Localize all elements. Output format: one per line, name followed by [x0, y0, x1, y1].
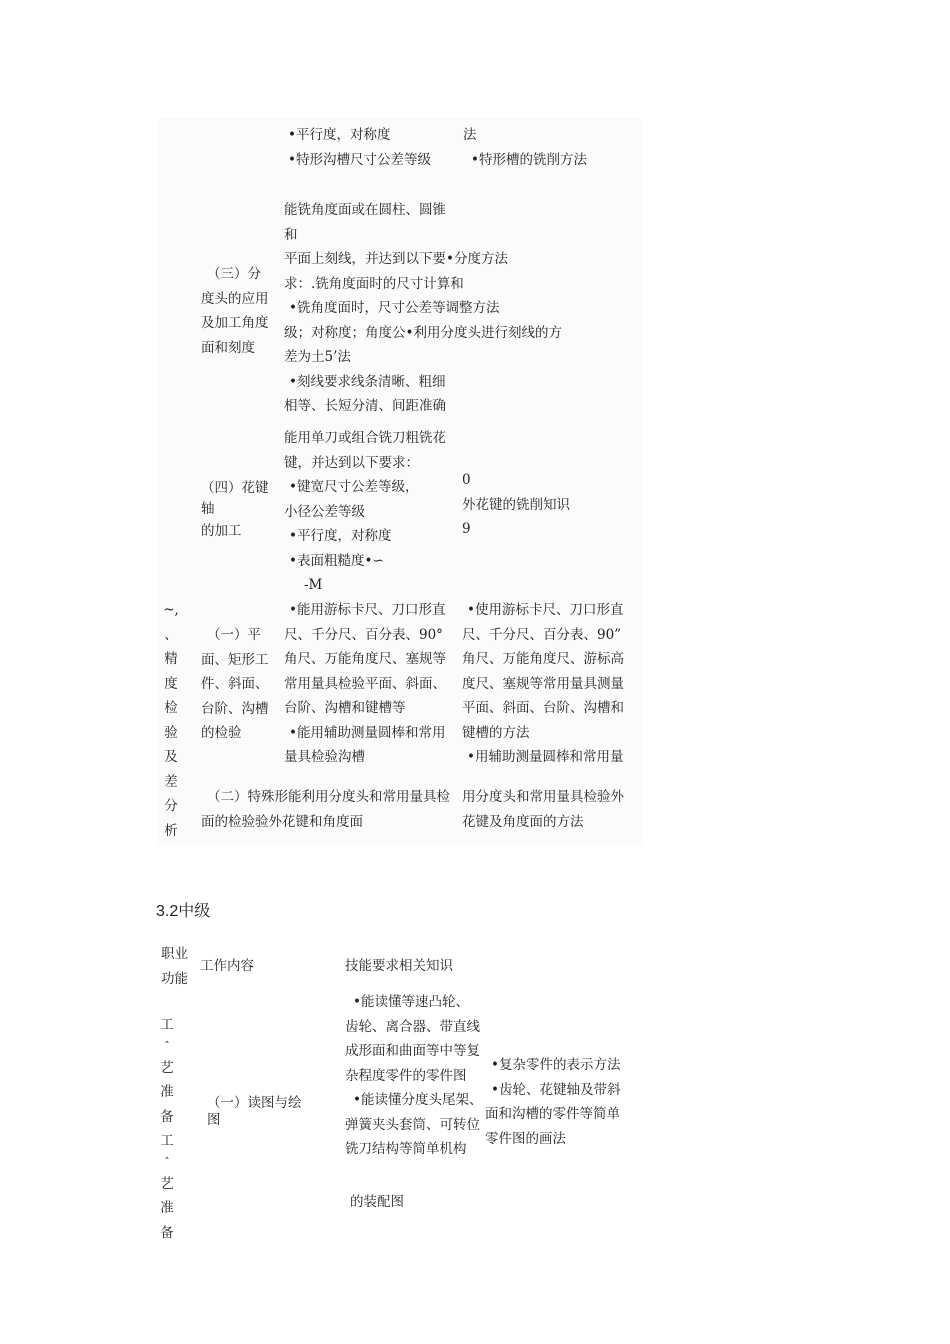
table2-row1-skill-tail: 的装配图: [350, 1194, 404, 1210]
angle-content-cell: [201, 262, 269, 360]
text-line: （一）读图与绘: [207, 1095, 302, 1111]
top-skill-cell: [288, 123, 431, 172]
text-line: 件、斜面、: [201, 676, 269, 692]
text-line: 花键及角度面的方法: [462, 813, 584, 830]
text-line: 及: [164, 749, 178, 765]
text-line: 平面、斜面、台阶、沟槽和: [462, 700, 624, 716]
table2-header-skill-knowledge: 技能要求相关知识: [345, 958, 453, 974]
text-line: •能读懂等速凸轮、: [353, 994, 469, 1010]
text-line: •用辅助测量圆棒和常用量: [467, 749, 624, 765]
text-line: 析: [164, 822, 178, 839]
text-line: 的加工: [201, 523, 242, 539]
text-line: 度头的应用: [201, 290, 269, 307]
text-line: ˆ: [164, 1155, 170, 1169]
text-line: •平行度，对称度: [288, 127, 391, 143]
table2-row1-content-cell: [207, 1095, 302, 1129]
text-line: •表面粗糙度•∽: [289, 552, 384, 569]
text-line: 尺、千分尺、百分表、90°: [284, 626, 443, 643]
text-line: 备: [160, 1108, 174, 1125]
text-line: 能用单刀或组合铣刀粗铣花: [284, 430, 446, 446]
table2-header-content: 工作内容: [200, 958, 254, 974]
inspection-row1-skill-cell: [284, 598, 446, 770]
text-line: 尺、千分尺、百分表、90”: [462, 626, 622, 643]
inspection-function-cell: [161, 598, 181, 843]
text-line: 小径公差等级: [284, 503, 365, 520]
text-line: 度: [164, 675, 178, 692]
text-line: 能铣角度面或在圆柱、圆锥: [284, 202, 446, 218]
text-line: 精: [164, 651, 178, 667]
text-line: 常用量具检验平面、斜面、: [284, 675, 446, 692]
inspection-row1-knowledge-cell: [462, 598, 624, 770]
text-line: 0: [462, 472, 471, 488]
text-line: •刻线要求线条清晰、粗细: [289, 373, 446, 390]
text-line: 9: [462, 521, 471, 537]
text-line: 面和沟槽的零件等简单: [485, 1106, 620, 1122]
text-line: 量具检验沟槽: [284, 749, 365, 765]
text-line: 键槽的方法: [462, 724, 530, 741]
text-line: -M: [304, 577, 323, 593]
text-line: 准: [160, 1200, 174, 1216]
text-line: 台阶、沟槽和键槽等: [284, 700, 406, 716]
text-line: 差为土5’法: [284, 349, 351, 365]
text-line: 角尺、万能角度尺、塞规等: [284, 651, 446, 667]
text-line: 、: [164, 626, 178, 643]
text-line: 齿轮、离合器、带直线: [345, 1018, 480, 1035]
text-line: 职业: [161, 946, 188, 962]
text-line: 工: [160, 1133, 174, 1149]
text-line: •特形槽的铣削方法: [471, 151, 587, 168]
text-line: •特形沟槽尺寸公差等级: [288, 151, 431, 168]
text-line: 求：.铣角度面时的尺寸计算和: [284, 275, 464, 292]
text-line: •齿轮、花键轴及带斜: [491, 1081, 621, 1098]
table2-row1-skill-cell: [345, 990, 482, 1162]
inspection-row2-knowledge-cell: [462, 785, 624, 834]
text-line: 功能: [161, 970, 188, 987]
text-line: 图: [207, 1112, 221, 1128]
text-line: 差: [164, 773, 178, 790]
text-line: •平行度，对称度: [289, 528, 392, 544]
angle-skill-knowledge-cell: [284, 198, 562, 419]
text-line: 级；对称度；角度公•利用分度头进行刻线的方: [284, 324, 562, 341]
text-line: 成形面和曲面等中等复: [345, 1043, 480, 1059]
text-line: •复杂零件的表示方法: [491, 1057, 621, 1073]
text-line: •能用游标卡尺、刀口形直: [289, 602, 446, 618]
text-line: 准: [160, 1084, 174, 1100]
inspection-row2-merged-cell: [201, 785, 450, 834]
text-line: （四）花键: [201, 480, 269, 496]
text-line: 工: [160, 1017, 174, 1033]
text-line: 外花键的铣削知识: [462, 496, 570, 513]
text-line: 轴: [201, 501, 215, 517]
top-knowledge-cell: [462, 123, 587, 172]
text-line: 铣刀结构等简单机构: [345, 1141, 467, 1157]
text-line: 零件图的画法: [485, 1130, 566, 1147]
table2-row1-knowledge-cell: [485, 1053, 620, 1151]
text-line: 法: [463, 127, 477, 143]
text-line: 用分度头和常用量具检验外: [462, 789, 624, 805]
table2-header-function: [161, 942, 188, 991]
text-line: 角尺、万能角度尺、游标高: [462, 651, 624, 667]
inspection-row1-content-cell: [201, 623, 269, 746]
text-line: 平面上刻线，并达到以下要•分度方法: [284, 251, 508, 267]
text-line: ~,: [163, 602, 179, 618]
text-line: 及加工角度: [201, 315, 269, 331]
spline-content-cell: [201, 478, 269, 544]
text-line: 验: [164, 724, 178, 741]
text-line: ˆ: [164, 1039, 170, 1053]
text-line: 面和刻度: [201, 339, 255, 356]
text-line: 台阶、沟槽: [201, 700, 269, 717]
text-line: 键，并达到以下要求：: [284, 454, 419, 471]
text-line: 艺: [160, 1175, 174, 1192]
spline-skill-cell: [284, 426, 446, 598]
text-line: 艺: [160, 1059, 174, 1076]
text-line: 杂程度零件的零件图: [345, 1067, 467, 1084]
text-line: 和: [284, 226, 298, 243]
table2-function-cell: [157, 1013, 177, 1245]
text-line: 相等、长短分清、间距准确: [284, 398, 446, 414]
text-line: •键宽尺寸公差等级，: [289, 479, 419, 495]
text-line: 的检验: [201, 725, 242, 741]
text-line: •能用辅助测量圆棒和常用: [289, 724, 446, 741]
text-line: 备: [160, 1224, 174, 1241]
spline-knowledge-cell: [462, 468, 570, 542]
text-line: •能读懂分度头尾架、: [353, 1092, 483, 1108]
text-line: 检: [164, 700, 178, 716]
text-line: 度尺、塞规等常用量具测量: [462, 675, 624, 692]
text-line: 面的检验验外花键和角度面: [201, 813, 363, 830]
text-line: •铣角度面时，尺寸公差等调整方法: [289, 300, 500, 316]
text-line: 面、矩形工: [201, 651, 269, 668]
section-heading: 3.2中级: [156, 903, 211, 920]
text-line: （三）分: [207, 266, 261, 282]
text-line: 弹簧夹头套筒、可转位: [345, 1116, 480, 1133]
text-line: 分: [164, 798, 178, 814]
text-line: •使用游标卡尺、刀口形直: [467, 602, 624, 618]
text-line: （一）平: [207, 627, 261, 643]
text-line: （二）特殊形能利用分度头和常用量具检: [207, 789, 450, 805]
